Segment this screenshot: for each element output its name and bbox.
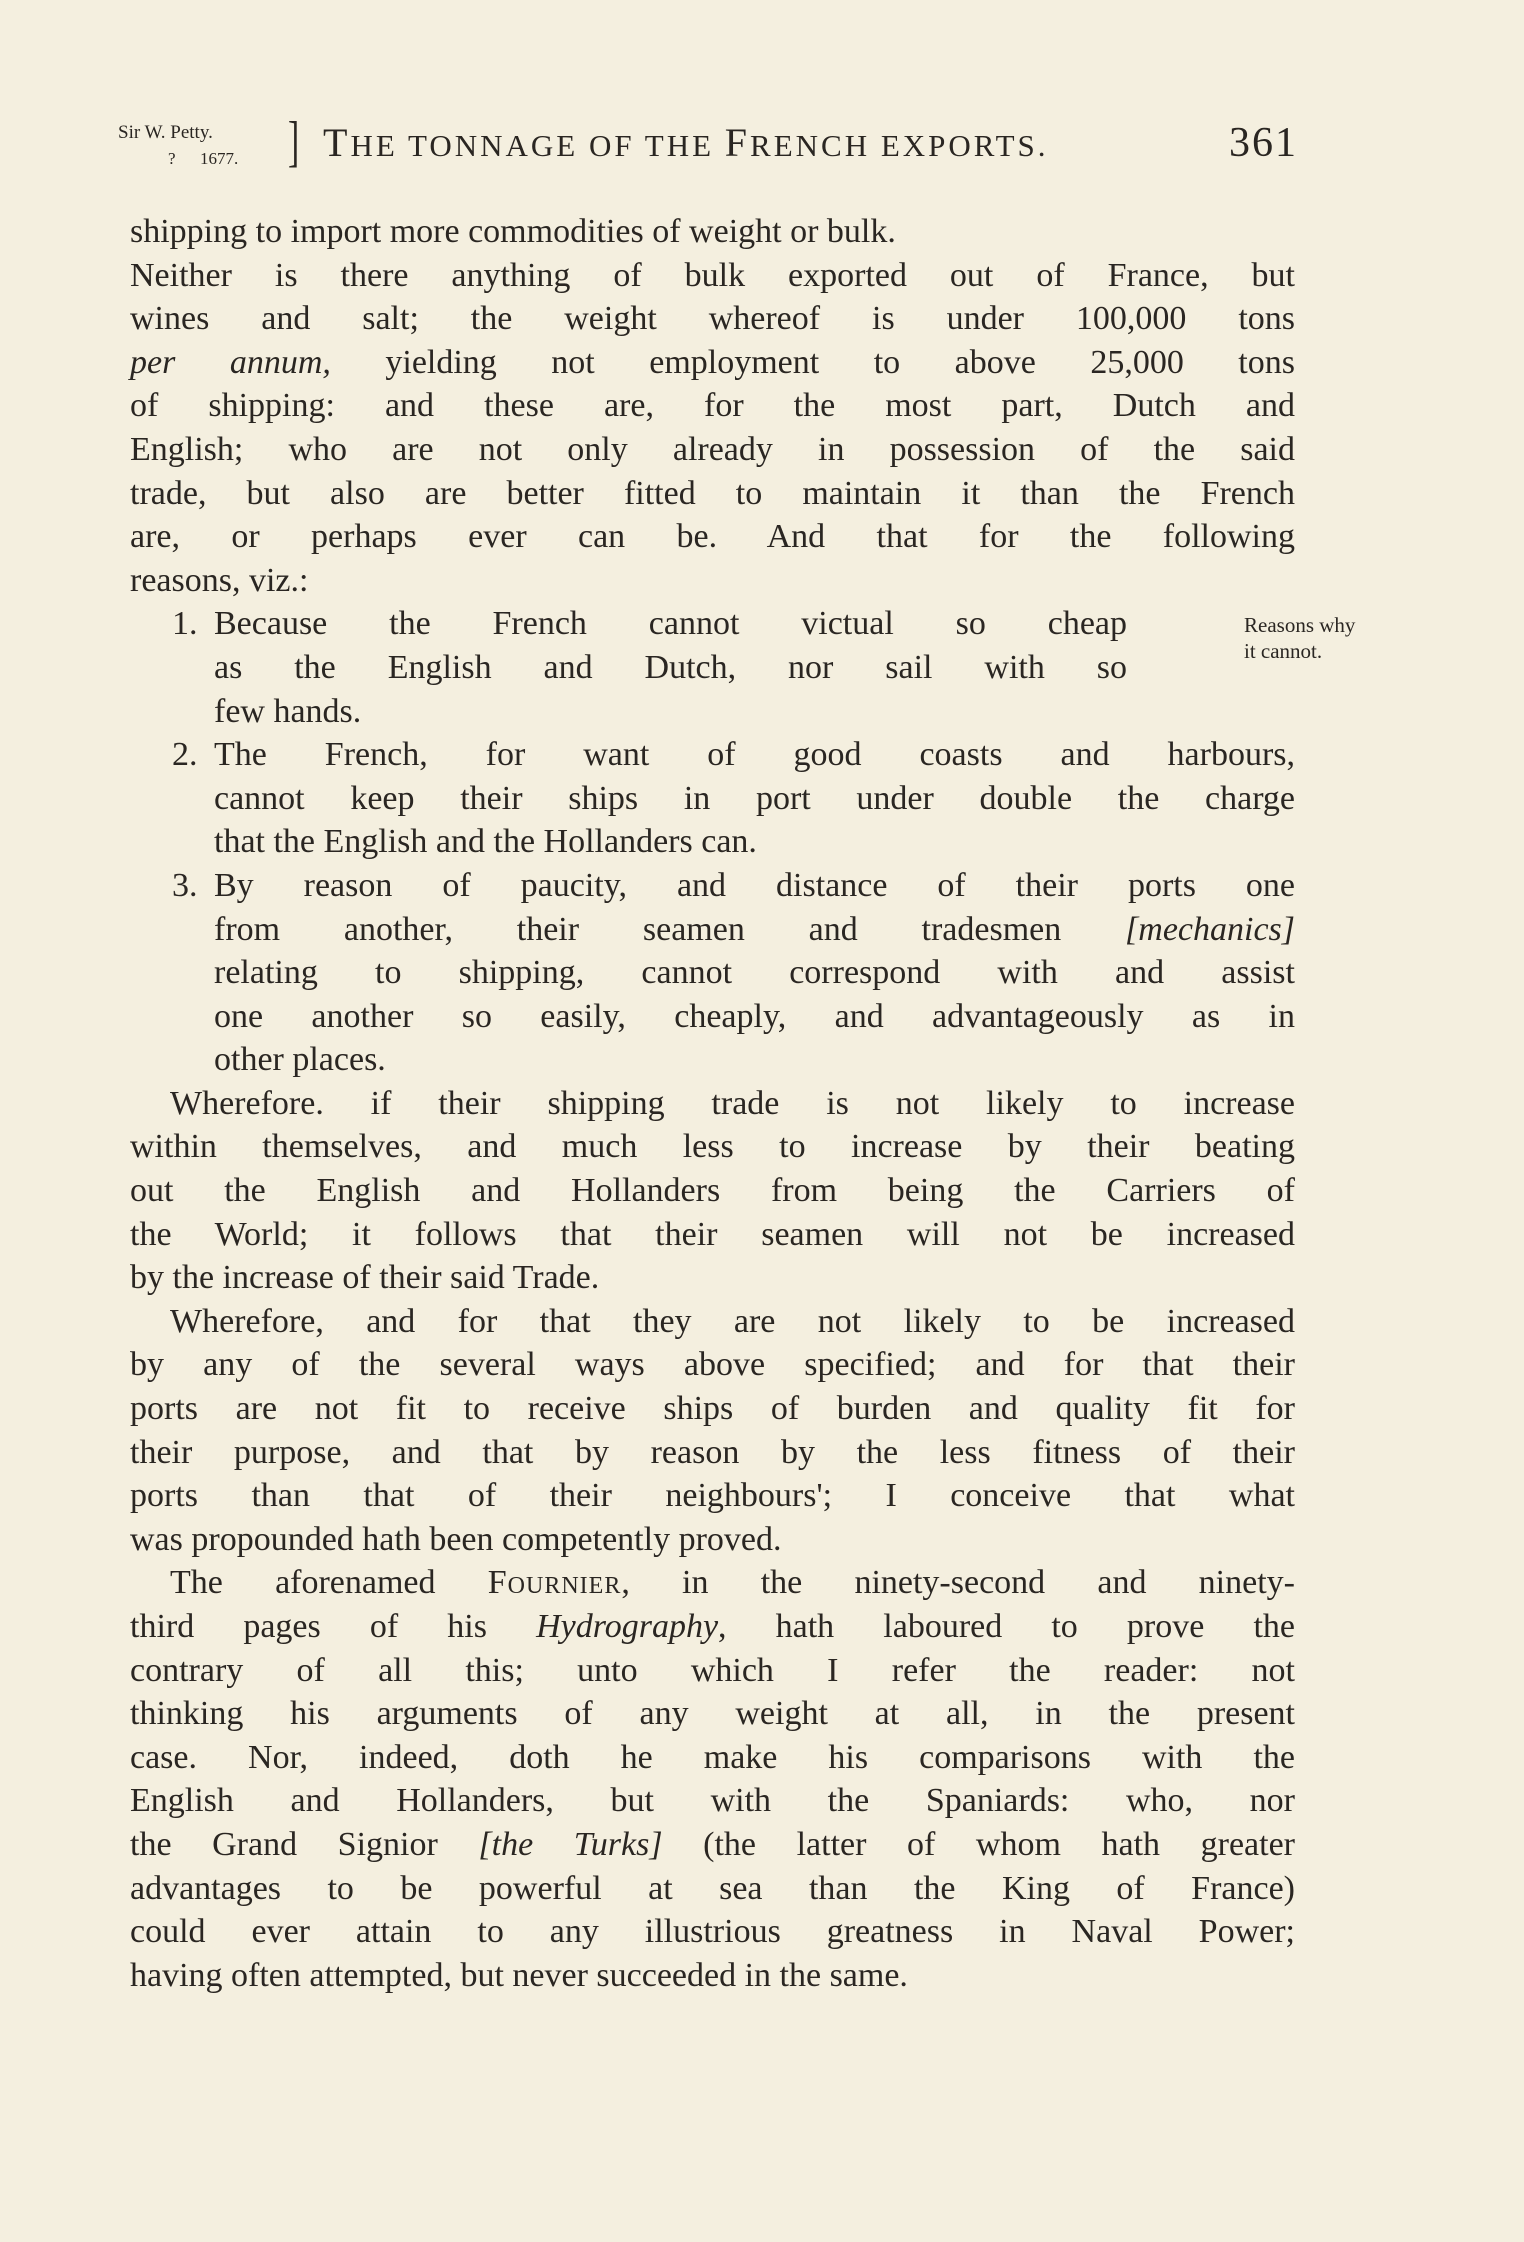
italic-phrase: [the Turks] xyxy=(478,1825,663,1863)
text-line: by the increase of their said Trade. xyxy=(130,1259,600,1297)
text-line: English and Hollanders, but with the Spaniards: who, nor xyxy=(130,1782,1295,1820)
list-item xyxy=(130,864,1295,1082)
text-line: case. Nor, indeed, doth he make his comparisons with the xyxy=(130,1738,1295,1776)
page-number: 361 xyxy=(1229,120,1298,166)
text-line: advantages to be powerful at sea than the King of France) xyxy=(130,1869,1295,1907)
text-line: 1. Because the French cannot victual so cheap xyxy=(130,602,1127,646)
text-line: contrary of all this; unto which I refer the reader: not xyxy=(130,1651,1295,1689)
paragraph-1 xyxy=(130,210,1295,602)
item-number: 3. xyxy=(172,866,198,904)
italic-phrase: [mechanics] xyxy=(1125,910,1295,948)
text-line: Wherefore. if their shipping trade is not likely to increase xyxy=(170,1084,1295,1122)
running-header xyxy=(118,112,1298,182)
text-line: cannot keep their ships in port under double the charge xyxy=(214,779,1295,817)
item-number: 2. xyxy=(172,736,198,774)
marginal-note-line: it cannot. xyxy=(1244,639,1323,664)
text-line: out the English and Hollanders from being the Carriers of xyxy=(130,1172,1295,1210)
author-name: Sir W. Petty. xyxy=(118,122,213,143)
body-text xyxy=(130,210,1356,1997)
text-line: other places. xyxy=(214,1041,386,1079)
text-line: are, or perhaps ever can be. And that for the following xyxy=(130,518,1295,556)
paragraph-2 xyxy=(130,1082,1295,1300)
text-line: ports than that of their neighbours'; I conceive that what xyxy=(130,1477,1295,1515)
text-line: English; who are not only already in possession of the said xyxy=(130,430,1295,468)
text-line: could ever attain to any illustrious greatness in Naval Power; xyxy=(130,1913,1295,1951)
text-line: The aforenamed Fournier, in the ninety-second and ninety- xyxy=(170,1564,1295,1602)
text-line: third pages of his Hydrography, hath laboured to prove the xyxy=(130,1608,1295,1645)
text-line: the World; it follows that their seamen will not be increased xyxy=(130,1215,1295,1253)
marginal-note-line: Reasons why xyxy=(1244,613,1356,638)
attribution-query: ? xyxy=(168,149,176,168)
text-line: 2. The French, for want of good coasts and harbours, xyxy=(130,733,1295,777)
text-line: Neither is there anything of bulk exported out of France, but xyxy=(130,256,1295,294)
text-line: trade, but also are better fitted to maintain it than the French xyxy=(130,474,1295,512)
text-line: having often attempted, but never succeeded in the same. xyxy=(130,1956,908,1994)
author-attribution xyxy=(118,118,308,178)
text-line: relating to shipping, cannot correspond with and assist xyxy=(214,954,1295,992)
text-line: of shipping: and these are, for the most part, Dutch and xyxy=(130,387,1295,425)
book-title: Hydrography xyxy=(536,1608,719,1645)
text-line: one another so easily, cheaply, and advantageously as in xyxy=(214,997,1295,1035)
list-item xyxy=(130,733,1295,864)
numbered-list xyxy=(130,602,1356,1082)
marginal-note xyxy=(1244,604,1356,664)
running-title: THE TONNAGE OF THE FRENCH EXPORTS. xyxy=(323,120,1049,165)
text-line: from another, their seamen and tradesmen [mechanics] xyxy=(214,910,1295,948)
text-line: their purpose, and that by reason by the less fitness of their xyxy=(130,1433,1295,1471)
attribution-year: 1677. xyxy=(200,149,239,168)
header-bracket: ] xyxy=(288,111,300,173)
text-line: wines and salt; the weight whereof is under 100,000 tons xyxy=(130,300,1295,338)
text-line: that the English and the Hollanders can. xyxy=(214,823,757,861)
paragraph-3 xyxy=(130,1300,1295,1562)
text-line: few hands. xyxy=(214,692,362,730)
text-line: by any of the several ways above specified; and for that their xyxy=(130,1346,1295,1384)
text-line: Wherefore, and for that they are not likely to be increased xyxy=(170,1302,1295,1340)
text-line: shipping to import more commodities of weight or bulk. xyxy=(130,213,896,250)
text-line: the Grand Signior [the Turks] (the latter of whom hath greater xyxy=(130,1825,1295,1863)
paragraph-4 xyxy=(130,1561,1295,1997)
text-line: 3. By reason of paucity, and distance of their ports one xyxy=(130,864,1295,908)
italic-phrase: per annum, xyxy=(130,343,331,381)
text-line: was propounded hath been competently proved. xyxy=(130,1520,782,1558)
text-line: reasons, viz.: xyxy=(130,561,309,599)
text-line: ports are not fit to receive ships of burden and quality fit for xyxy=(130,1390,1295,1428)
text-line: per annum, yielding not employment to above 25,000 tons xyxy=(130,343,1295,381)
author-name-fournier: Fournier xyxy=(487,1564,622,1602)
text-line: as the English and Dutch, nor sail with so xyxy=(214,648,1127,686)
text-line: thinking his arguments of any weight at all, in the present xyxy=(130,1695,1295,1733)
item-number: 1. xyxy=(172,605,198,643)
list-item xyxy=(130,602,1295,733)
text-line: within themselves, and much less to increase by their beating xyxy=(130,1128,1295,1166)
